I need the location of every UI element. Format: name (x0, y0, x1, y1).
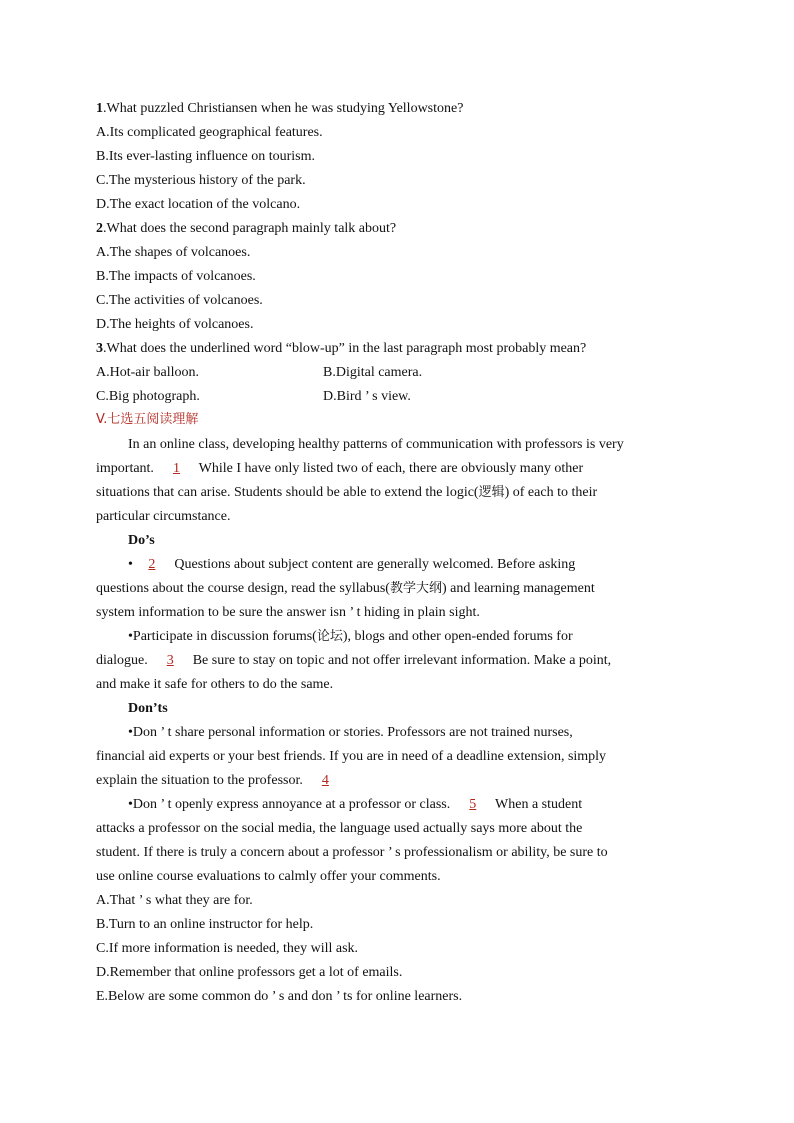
passage-line: explain the situation to the professor. 4 (96, 771, 344, 791)
choice-e: E.Below are some common do ’ s and don ’ ts for online learners. (96, 989, 463, 1004)
question-3-option-c: C.Big photograph. (96, 389, 200, 404)
question-3-stem: 3.What does the underlined word “blow-up” in the last paragraph most probably mean? (96, 341, 587, 356)
question-2-option-c: C.The activities of volcanoes. (96, 293, 263, 308)
question-1-stem: 1.What puzzled Christiansen when he was studying Yellowstone? (96, 101, 464, 116)
passage-line: questions about the course design, read the syllabus(教学大纲) and learning management (96, 581, 595, 596)
question-number: 1 (96, 101, 103, 116)
question-number: 2 (96, 221, 103, 236)
passage-line: financial aid experts or your best friends. If you are in need of a deadline extension, simply (96, 749, 607, 764)
question-1-option-b: B.Its ever-lasting influence on tourism. (96, 149, 316, 164)
blank-5: 5 (469, 797, 477, 812)
choice-c: C.If more information is needed, they will ask. (96, 941, 359, 956)
blank-4: 4 (321, 773, 329, 788)
passage-line: •Don ’ t share personal information or stories. Professors are not trained nurses, (128, 725, 573, 740)
passage-line: In an online class, developing healthy patterns of communication with professors is very (128, 437, 624, 452)
passage-line: particular circumstance. (96, 509, 231, 524)
question-3-option-d: D.Bird ’ s view. (323, 389, 411, 404)
section-title: V.七选五阅读理解 (96, 412, 199, 427)
passage-line: •Don ’ t openly express annoyance at a professor or class. 5 When a student (128, 795, 582, 815)
passage-line: •Participate in discussion forums(论坛), blogs and other open-ended forums for (128, 629, 573, 644)
choice-b: B.Turn to an online instructor for help. (96, 917, 314, 932)
passage-line: attacks a professor on the social media, the language used actually says more about the (96, 821, 583, 836)
blank-2: 2 (148, 557, 156, 572)
question-3-option-a: A.Hot-air balloon. (96, 365, 200, 380)
passage-line: situations that can arise. Students should be able to extend the logic(逻辑) of each to their (96, 485, 598, 500)
passage-line: • 2 Questions about subject content are generally welcomed. Before asking (128, 555, 575, 575)
choice-d: D.Remember that online professors get a lot of emails. (96, 965, 403, 980)
passage-line: important. 1 While I have only listed two of each, there are obviously many other (96, 459, 583, 479)
passage-line: and make it safe for others to do the same. (96, 677, 334, 692)
passage-line: student. If there is truly a concern about a professor ’ s professionalism or ability, be sure to (96, 845, 608, 860)
blank-1: 1 (172, 461, 180, 476)
blank-3: 3 (166, 653, 174, 668)
choice-a: A.That ’ s what they are for. (96, 893, 253, 908)
question-1-option-d: D.The exact location of the volcano. (96, 197, 301, 212)
passage-line: use online course evaluations to calmly offer your comments. (96, 869, 441, 884)
question-1-option-a: A.Its complicated geographical features. (96, 125, 323, 140)
question-number: 3 (96, 341, 103, 356)
question-2-option-d: D.The heights of volcanoes. (96, 317, 254, 332)
question-1-option-c: C.The mysterious history of the park. (96, 173, 306, 188)
passage-line: system information to be sure the answer isn ’ t hiding in plain sight. (96, 605, 480, 620)
dos-heading: Do’s (128, 533, 155, 548)
passage-line: dialogue. 3 Be sure to stay on topic and not offer irrelevant information. Make a point, (96, 651, 611, 671)
donts-heading: Don’ts (128, 701, 168, 716)
question-2-stem: 2.What does the second paragraph mainly talk about? (96, 221, 397, 236)
question-3-option-b: B.Digital camera. (323, 365, 423, 380)
question-2-option-a: A.The shapes of volcanoes. (96, 245, 251, 260)
question-2-option-b: B.The impacts of volcanoes. (96, 269, 256, 284)
